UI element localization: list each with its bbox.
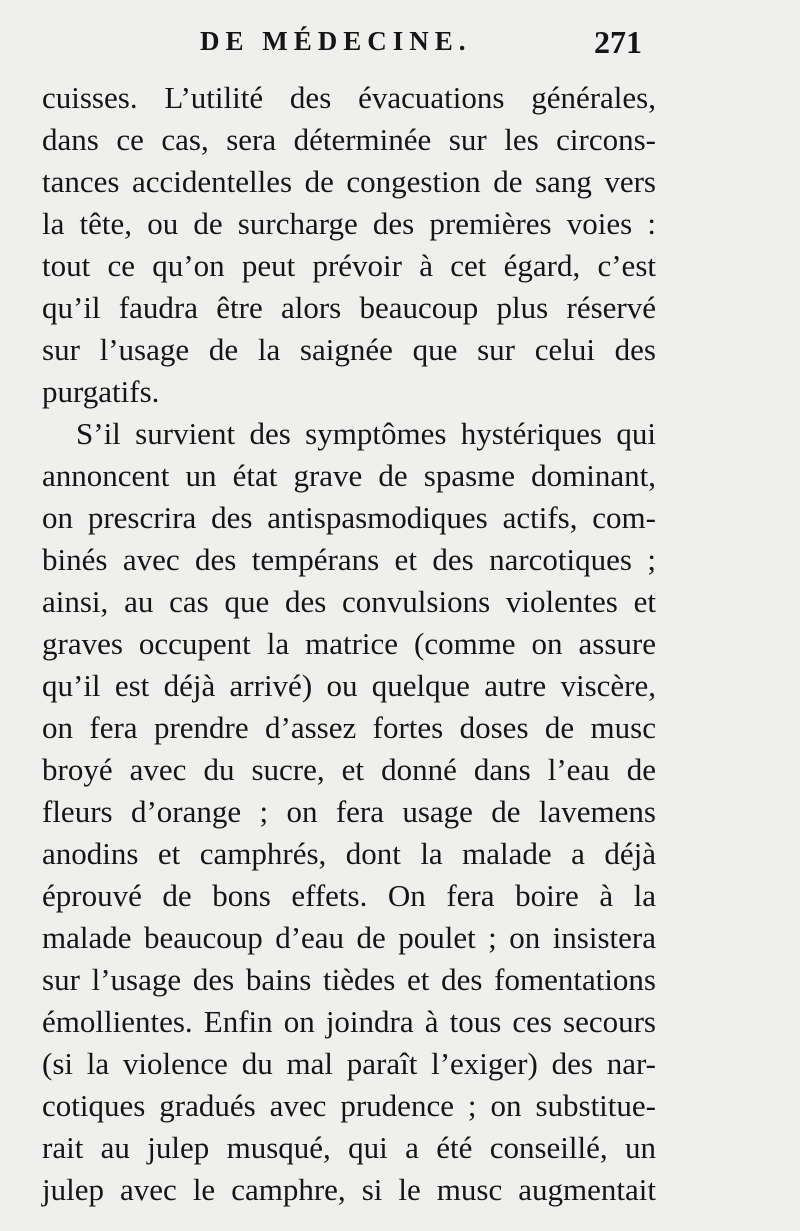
text-line: fleurs d’orange ; on fera usage de lavemens xyxy=(42,794,656,829)
text-line: la tête, ou de surcharge des premières voies : xyxy=(42,206,656,241)
text-line: graves occupent la matrice (comme on assure xyxy=(42,626,656,661)
text-line: on fera prendre d’assez fortes doses de musc xyxy=(42,710,656,745)
text-line: on prescrira des antispasmodiques actifs, com- xyxy=(42,500,656,535)
text-line: julep avec le camphre, si le musc augmentait xyxy=(42,1172,656,1207)
text-line: tout ce qu’on peut prévoir à cet égard, c’est xyxy=(42,248,656,283)
text-line: qu’il faudra être alors beaucoup plus réservé xyxy=(42,290,656,325)
text-line: cotiques gradués avec prudence ; on substitue- xyxy=(42,1088,656,1123)
text-line: qu’il est déjà arrivé) ou quelque autre viscère, xyxy=(42,668,656,703)
page-number: 271 xyxy=(594,24,642,60)
text-line: sur l’usage des bains tièdes et des fomentations xyxy=(42,962,656,997)
text-line: tances accidentelles de congestion de sang vers xyxy=(42,164,656,199)
text-line: malade beaucoup d’eau de poulet ; on insistera xyxy=(42,920,656,955)
text-line: annoncent un état grave de spasme dominant, xyxy=(42,458,656,493)
text-line: binés avec des tempérans et des narcotiques ; xyxy=(42,542,656,577)
text-line: (si la violence du mal paraît l’exiger) des nar- xyxy=(42,1046,656,1081)
text-line: ainsi, au cas que des convulsions violentes et xyxy=(42,584,656,619)
text-line: éprouvé de bons effets. On fera boire à la xyxy=(42,878,656,913)
text-line: broyé avec du sucre, et donné dans l’eau de xyxy=(42,752,656,787)
running-head: DE MÉDECINE. xyxy=(200,26,472,56)
text-line: anodins et camphrés, dont la malade a déjà xyxy=(42,836,656,871)
text-line: purgatifs. xyxy=(42,374,160,409)
text-line: sur l’usage de la saignée que sur celui des xyxy=(42,332,656,367)
text-line: S’il survient des symptômes hystériques qui xyxy=(76,416,656,451)
text-line: dans ce cas, sera déterminée sur les circons- xyxy=(42,122,656,157)
text-line: émollientes. Enfin on joindra à tous ces secours xyxy=(42,1004,656,1039)
text-line: rait au julep musqué, qui a été conseillé, un xyxy=(42,1130,656,1165)
text-line: cuisses. L’utilité des évacuations générales, xyxy=(42,80,656,115)
